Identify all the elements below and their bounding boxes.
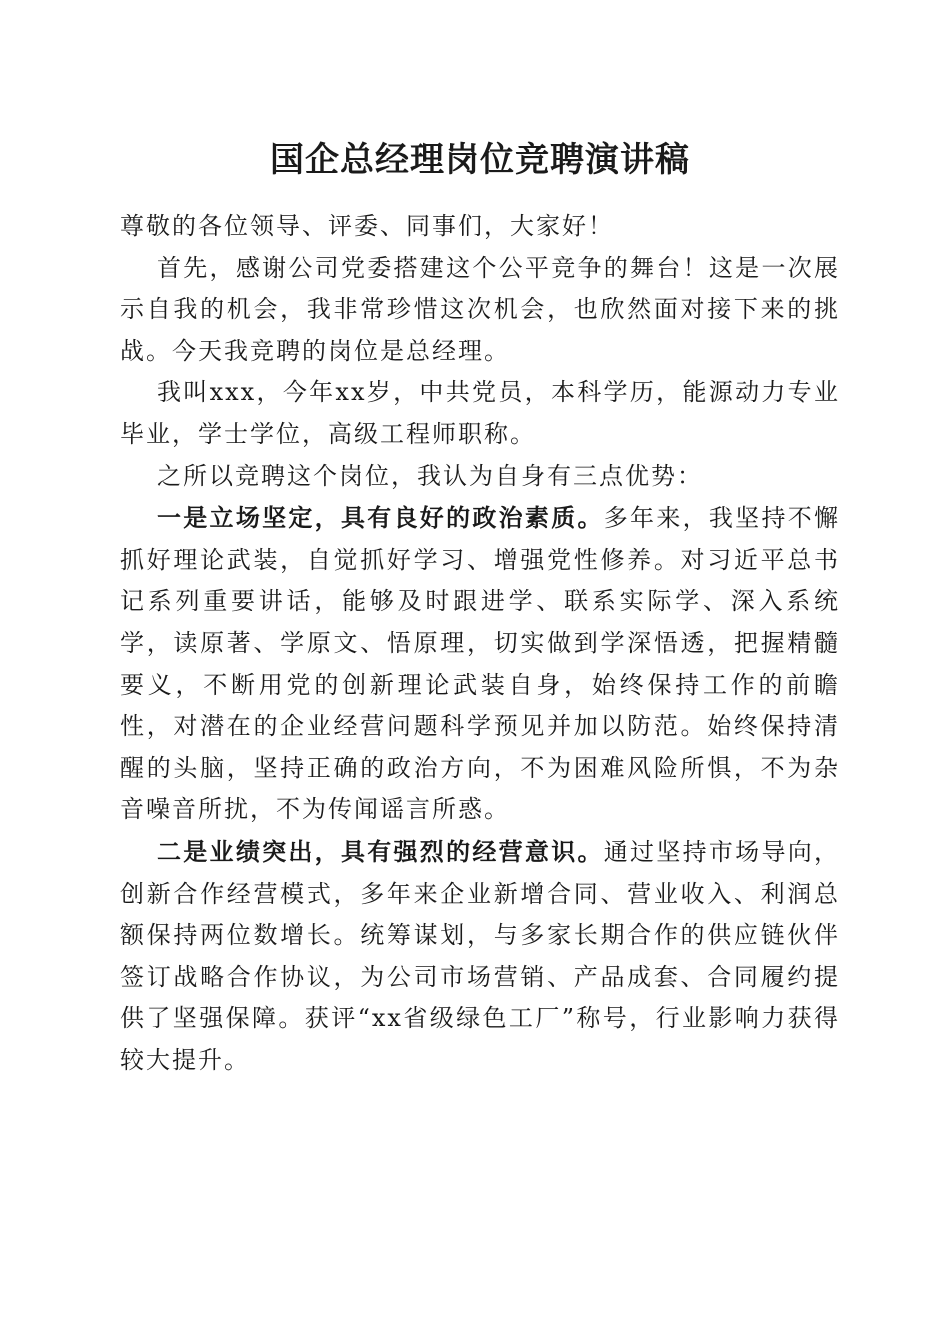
document-page — [120, 0, 840, 1344]
paragraph-text: 通过坚持市场导向，创新合作经营模式，多年来企业新增合同、营业收入、利润总额保持两位数增长。统筹谋划，与多家长期合作的供应链伙伴签订战略合作协议，为公司市场营销、产品成套、合同履约提供了坚强保障。获评“xx省级绿色工厂”称号，行业影响力获得较大提升。 — [120, 837, 841, 1074]
paragraph-text: 多年来，我坚持不懈抓好理论武装，自觉抓好学习、增强党性修养。对习近平总书记系列重要讲话，能够及时跟进学、联系实际学、深入系统学，读原著、学原文、悟原理，切实做到学深悟透，把握精髓要义，不断用党的创新理论武装自身，始终保持工作的前瞻性，对潜在的企业经营问题科学预见并加以防范。始终保持清醒的头脑，坚持正确的政治方向，不为困难风险所惧，不为杂音噪音所扰，不为传闻谣言所惑。 — [120, 504, 841, 824]
paragraph-intro — [120, 248, 840, 373]
paragraph-text: 首先，感谢公司党委搭建这个公平竞争的舞台！这是一次展示自我的机会，我非常珍惜这次机会，也欣然面对接下来的挑战。今天我竞聘的岗位是总经理。 — [120, 253, 840, 365]
paragraph-text: 我叫xxx，今年xx岁，中共党员，本科学历，能源动力专业毕业，学士学位，高级工程师职称。 — [120, 378, 840, 448]
paragraph-self-introduction — [120, 372, 840, 455]
paragraph-lead-heading: 一是立场坚定，具有良好的政治素质。 — [157, 503, 604, 533]
greeting: 尊敬的各位领导、评委、同事们，大家好！ — [120, 212, 614, 240]
document-body — [120, 206, 840, 1081]
paragraph-lead-heading: 二是业绩突出，具有强烈的经营意识。 — [157, 836, 604, 866]
paragraph-advantage-one — [120, 497, 840, 831]
paragraph-advantages-intro — [120, 456, 840, 498]
paragraph-text: 之所以竞聘这个岗位，我认为自身有三点优势： — [157, 461, 703, 490]
document-title: 国企总经理岗位竞聘演讲稿 — [270, 140, 690, 180]
paragraph-advantage-two — [120, 831, 840, 1082]
